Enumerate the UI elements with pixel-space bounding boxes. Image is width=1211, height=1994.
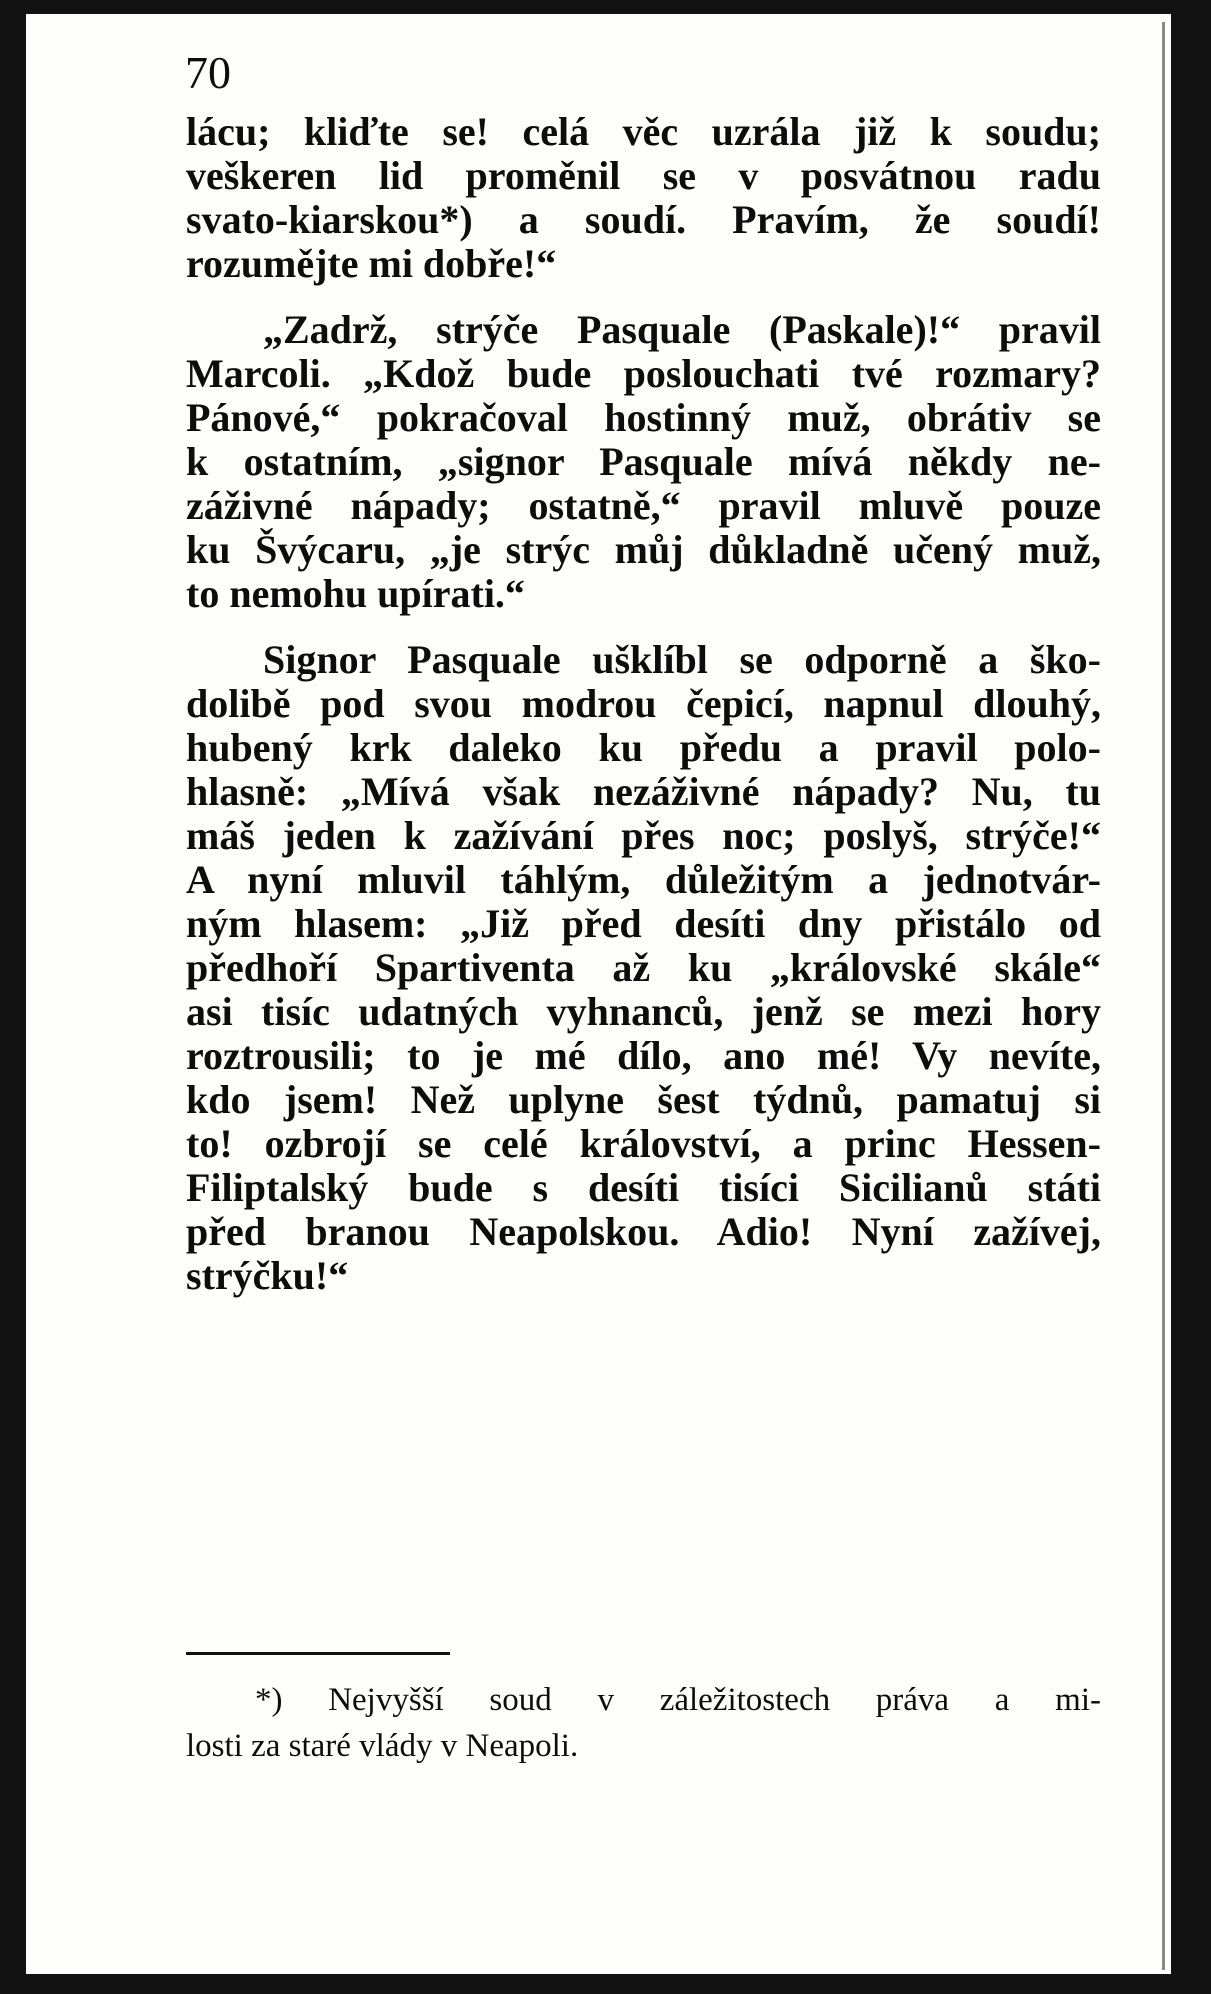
text-line: veškeren lid proměnil se v posvátnou radu (186, 153, 1101, 198)
text-line: Pánové,“ pokračoval hostinný muž, obrátiv se (186, 395, 1101, 440)
footnote-line: *) Nejvyšší soud v záležitostech práva a mi- (255, 1682, 1101, 1718)
text-line: asi tisíc udatných vyhnanců, jenž se mezi hory (186, 989, 1101, 1034)
text-line: kdo jsem! Než uplyne šest týdnů, pamatuj si (186, 1077, 1101, 1122)
text-line: hubený krk daleko ku předu a pravil polo- (186, 725, 1101, 770)
text-line: k ostatním, „signor Pasquale mívá někdy ne- (186, 439, 1101, 484)
text-line: rozumějte mi dobře!“ (186, 241, 557, 286)
text-line: máš jeden k zažívání přes noc; poslyš, strýče!“ (186, 813, 1101, 858)
text-line: roztrousili; to je mé dílo, ano mé! Vy nevíte, (186, 1033, 1101, 1078)
text-line: strýčku!“ (186, 1253, 349, 1298)
text-line: svato-kiarskou*) a soudí. Pravím, že soudí! (186, 197, 1101, 242)
page-edge-shadow (1162, 22, 1165, 1970)
text-line: Filiptalský bude s desíti tisíci Sicilianů státi (186, 1165, 1101, 1210)
text-line: ným hlasem: „Již před desíti dny přistálo od (186, 901, 1101, 946)
text-line: hlasně: „Mívá však nezáživné nápady? Nu, tu (186, 769, 1101, 814)
text-line: „Zadrž, strýče Pasquale (Paskale)!“ pravil (263, 307, 1101, 352)
text-line: to nemohu upírati.“ (186, 571, 525, 616)
text-line: to! ozbrojí se celé království, a princ Hessen- (186, 1121, 1101, 1166)
text-line: dolibě pod svou modrou čepicí, napnul dlouhý, (186, 681, 1101, 726)
footnote-divider (186, 1652, 450, 1655)
page-number: 70 (185, 47, 231, 98)
text-line: předhoří Spartiventa až ku „královské skále“ (186, 945, 1101, 990)
text-line: lácu; kliďte se! celá věc uzrála již k soudu; (186, 109, 1101, 154)
text-line: záživné nápady; ostatně,“ pravil mluvě pouze (186, 483, 1101, 528)
footnote-line: losti za staré vlády v Neapoli. (186, 1728, 579, 1764)
text-line: A nyní mluvil táhlým, důležitým a jednotvár- (186, 857, 1101, 902)
text-line: ku Švýcaru, „je strýc můj důkladně učený muž, (186, 527, 1101, 572)
text-line: Marcoli. „Kdož bude poslouchati tvé rozmary? (186, 351, 1101, 396)
text-line: Signor Pasquale ušklíbl se odporně a ško- (263, 637, 1101, 682)
text-line: před branou Neapolskou. Adio! Nyní zažívej, (186, 1209, 1101, 1254)
